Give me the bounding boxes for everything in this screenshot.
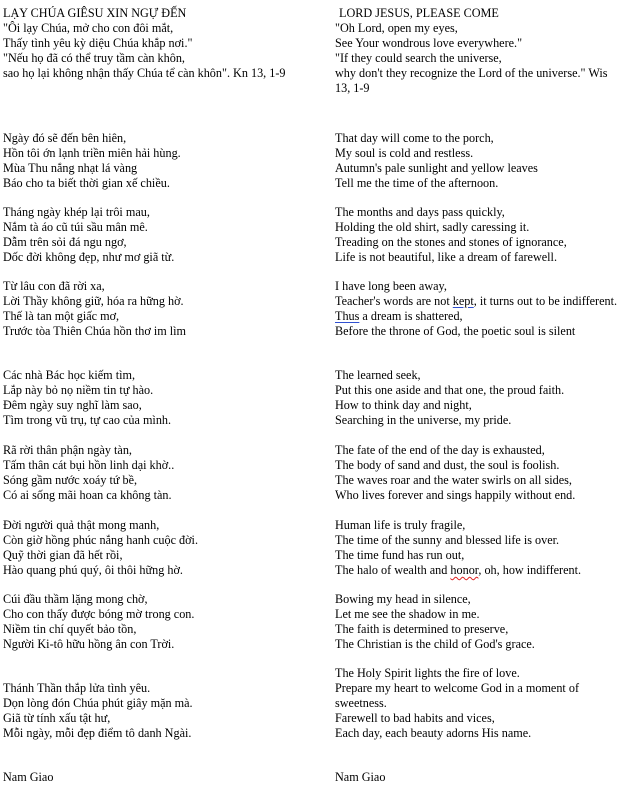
en-stanza-4 xyxy=(335,368,625,428)
en-verse-line: Searching in the universe, my pride. xyxy=(335,413,512,427)
en-verse-line: Life is not beautiful, like a dream of farewell. xyxy=(335,250,557,264)
vi-verse-line: Từ lâu con đã rời xa, xyxy=(3,279,105,293)
en-verse-line: How to think day and night, xyxy=(335,398,472,412)
en-verse-line: Holding the old shirt, sadly caressing it. xyxy=(335,220,530,234)
vi-verse-line: Hào quang phú quý, ôi thôi hững hờ. xyxy=(3,563,183,577)
en-verse-line xyxy=(335,309,625,324)
vi-verse-line: Dốc đời không đẹp, như mơ giã từ. xyxy=(3,250,175,264)
en-title: LORD JESUS, PLEASE COME xyxy=(339,6,499,20)
en-verse-line: Human life is truly fragile, xyxy=(335,518,466,532)
vi-stanza-4 xyxy=(3,368,323,428)
vi-author-name: Nam Giao xyxy=(3,770,54,784)
en-stanza-2 xyxy=(335,205,625,265)
vi-intro-line: sao họ lại không nhận thấy Chúa tể càn khôn". Kn 13, 1-9 xyxy=(3,66,286,80)
grammar-flagged-word: kept xyxy=(452,294,474,308)
vi-verse-line: Cúi đầu thầm lặng mong chờ, xyxy=(3,592,148,606)
en-verse-line: That day will come to the porch, xyxy=(335,131,494,145)
vi-verse-line: Nắm tà áo cũ túi sầu mân mê. xyxy=(3,220,148,234)
vi-verse-line: Trước tòa Thiên Chúa hồn thơ im lìm xyxy=(3,324,187,338)
vi-verse-line: Mùa Thu nắng nhạt lá vàng xyxy=(3,161,138,175)
en-verse-line: My soul is cold and restless. xyxy=(335,146,474,160)
vi-verse-line: Mỗi ngày, mỗi đẹp điểm tô danh Ngài. xyxy=(3,726,192,740)
vi-verse-line: Niềm tin chí quyết bảo tồn, xyxy=(3,622,137,636)
vi-title: LẠY CHÚA GIÊSU XIN NGỰ ĐẾN xyxy=(3,6,187,20)
en-verse-text: , it turns out to be indifferent. xyxy=(473,294,618,308)
vi-verse-line: Rã rời thân phận ngày tàn, xyxy=(3,443,132,457)
en-verse-line: The body of sand and dust, the soul is foolish. xyxy=(335,458,560,472)
en-verse-line: The months and days pass quickly, xyxy=(335,205,505,219)
vi-verse-line: Quỹ thời gian đã hết rồi, xyxy=(3,548,123,562)
spelling-flagged-word: honor xyxy=(450,563,479,577)
vi-verse-line: Lời Thầy không giữ, hóa ra hững hờ. xyxy=(3,294,184,308)
vi-verse-line: Lắp này bỏ nọ niềm tin tự hào. xyxy=(3,383,154,397)
en-intro xyxy=(335,21,625,96)
vi-verse-line: Dẫm trên sỏi đá ngu ngơ, xyxy=(3,235,127,249)
en-stanza-3 xyxy=(335,279,625,339)
en-verse-line: Each day, each beauty adorns His name. xyxy=(335,726,532,740)
en-verse-line xyxy=(335,294,625,309)
en-stanza-5 xyxy=(335,443,625,503)
vi-verse-line: Có ai sống mãi hoan ca không tàn. xyxy=(3,488,172,502)
en-verse-line: The Holy Spirit lights the fire of love. xyxy=(335,666,520,680)
vi-verse-line: Sóng gầm nước xoáy tứ bề, xyxy=(3,473,138,487)
vi-intro-line: "Nếu họ đã có thể truy tầm càn khôn, xyxy=(3,51,185,65)
en-verse-line: Who lives forever and sings happily without end. xyxy=(335,488,576,502)
en-verse-text: a dream is shattered, xyxy=(359,309,463,323)
en-verse-line: Bowing my head in silence, xyxy=(335,592,471,606)
vi-stanza-2 xyxy=(3,205,323,265)
en-verse-line: Before the throne of God, the poetic soul is silent xyxy=(335,324,576,338)
vi-intro-line: Thấy tình yêu kỳ diệu Chúa khắp nơi." xyxy=(3,36,193,50)
vi-header xyxy=(3,6,323,81)
vi-verse-line: Giã từ tính xấu tật hư, xyxy=(3,711,111,725)
vi-verse-line: Tấm thân cát bụi hồn linh dại khờ.. xyxy=(3,458,175,472)
en-verse-line: Tell me the time of the afternoon. xyxy=(335,176,499,190)
en-verse-line: The learned seek, xyxy=(335,368,421,382)
vi-verse-line: Cho con thấy được bóng mờ trong con. xyxy=(3,607,195,621)
en-verse-line: The fate of the end of the day is exhausted, xyxy=(335,443,545,457)
vi-verse-line: Dọn lòng đón Chúa phút giây mặn mà. xyxy=(3,696,193,710)
vi-verse-line: Ngày đó sẽ đến bên hiên, xyxy=(3,131,127,145)
en-title-block xyxy=(339,6,625,21)
en-stanza-7 xyxy=(335,592,625,652)
vi-verse-line: Đời người quả thật mong manh, xyxy=(3,518,160,532)
en-verse-line: The waves roar and the water swirls on all sides, xyxy=(335,473,572,487)
vi-verse-line: Thế là tan một giấc mơ, xyxy=(3,309,120,323)
vi-stanza-7 xyxy=(3,592,323,652)
vi-stanza-5 xyxy=(3,443,323,503)
vi-verse-line: Báo cho ta biết thời gian xế chiều. xyxy=(3,176,170,190)
en-verse-line: Autumn's pale sunlight and yellow leaves xyxy=(335,161,538,175)
vi-stanza-8 xyxy=(3,681,323,741)
vi-verse-line: Các nhà Bác học kiếm tìm, xyxy=(3,368,135,382)
en-verse-line: Prepare my heart to welcome God in a moment of sweetness. xyxy=(335,681,580,710)
en-verse-line: I have long been away, xyxy=(335,279,447,293)
vi-verse-line: Thánh Thần thắp lửa tình yêu. xyxy=(3,681,151,695)
en-verse-line: Put this one aside and that one, the proud faith. xyxy=(335,383,565,397)
vi-verse-line: Tìm trong vũ trụ, tự cao của mình. xyxy=(3,413,172,427)
en-author xyxy=(335,770,625,785)
en-stanza-1 xyxy=(335,131,625,191)
vi-verse-line: Đêm ngày suy nghĩ làm sao, xyxy=(3,398,142,412)
en-verse-line: The Christian is the child of God's grace. xyxy=(335,637,535,651)
vi-verse-line: Người Ki-tô hữu hồng ân con Trời. xyxy=(3,637,175,651)
vi-verse-line: Còn giờ hồng phúc nắng hanh cuộc đời. xyxy=(3,533,198,547)
en-author-name: Nam Giao xyxy=(335,770,386,784)
en-intro-line: why don't they recognize the Lord of the universe." Wis 13, 1-9 xyxy=(335,66,608,95)
en-verse-text: The halo of wealth and xyxy=(335,563,451,577)
en-verse-line: The time of the sunny and blessed life is over. xyxy=(335,533,560,547)
en-verse-line: Let me see the shadow in me. xyxy=(335,607,480,621)
vi-author xyxy=(3,770,323,785)
en-verse-line: The time fund has run out, xyxy=(335,548,465,562)
grammar-flagged-word: Thus xyxy=(335,309,360,323)
en-verse-line: Farewell to bad habits and vices, xyxy=(335,711,495,725)
vi-verse-line: Hồn tôi ớn lạnh triền miên hải hùng. xyxy=(3,146,181,160)
en-intro-line: "Oh Lord, open my eyes, xyxy=(335,21,458,35)
vi-verse-line: Tháng ngày khép lại trôi mau, xyxy=(3,205,150,219)
en-stanza-6 xyxy=(335,518,625,578)
vi-stanza-3 xyxy=(3,279,323,339)
en-intro-line: See Your wondrous love everywhere." xyxy=(335,36,523,50)
en-verse-text: Teacher's words are not xyxy=(335,294,453,308)
en-verse-line: Treading on the stones and stones of ignorance, xyxy=(335,235,567,249)
vi-intro-line: "Ôi lạy Chúa, mở cho con đôi mắt, xyxy=(3,21,174,35)
en-stanza-8 xyxy=(335,666,625,741)
en-verse-text: , oh, how indifferent. xyxy=(478,563,582,577)
vi-stanza-6 xyxy=(3,518,323,578)
vi-stanza-1 xyxy=(3,131,323,191)
en-verse-line xyxy=(335,563,625,578)
en-intro-line: "If they could search the universe, xyxy=(335,51,502,65)
en-verse-line: The faith is determined to preserve, xyxy=(335,622,509,636)
